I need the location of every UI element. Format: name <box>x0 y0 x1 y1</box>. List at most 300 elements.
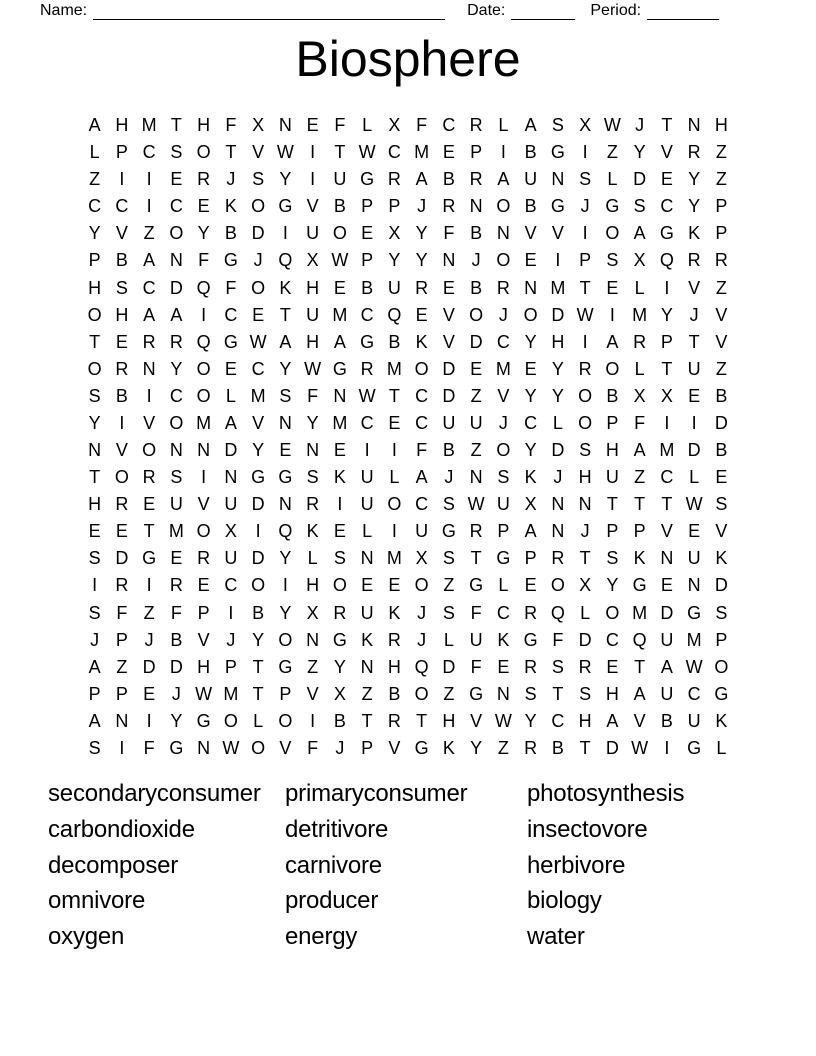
grid-letter: Z <box>143 223 155 244</box>
grid-letter: G <box>605 196 620 217</box>
grid-letter: U <box>306 304 320 325</box>
grid-letter: S <box>551 115 564 136</box>
grid-letter: E <box>170 169 183 190</box>
grid-letter: S <box>551 656 564 677</box>
grid-letter: V <box>715 304 728 325</box>
grid-letter: P <box>88 250 101 271</box>
grid-letter: Q <box>632 629 647 650</box>
period-blank-line[interactable] <box>647 4 719 20</box>
grid-letter: P <box>715 629 728 650</box>
grid-letter: K <box>633 548 646 569</box>
grid-letter: N <box>469 196 483 217</box>
wordsearch-grid <box>81 112 735 762</box>
word-item: herbivore <box>527 851 626 879</box>
grid-letter: Y <box>551 358 564 379</box>
grid-letter: I <box>391 521 397 542</box>
grid-letter: R <box>551 548 565 569</box>
grid-letter: Y <box>279 548 292 569</box>
word-list <box>48 776 768 955</box>
grid-letter: O <box>414 683 429 704</box>
grid-letter: O <box>278 629 293 650</box>
grid-letter: V <box>688 277 701 298</box>
grid-letter: S <box>579 169 592 190</box>
grid-letter: X <box>579 115 592 136</box>
grid-letter: W <box>249 331 267 352</box>
grid-letter: P <box>388 196 401 217</box>
grid-letter: K <box>333 467 346 488</box>
grid-letter: L <box>253 710 264 731</box>
grid-letter: X <box>579 575 592 596</box>
grid-letter: U <box>360 467 374 488</box>
grid-letter: M <box>250 385 266 406</box>
grid-letter: H <box>115 115 129 136</box>
grid-letter: R <box>524 602 538 623</box>
grid-letter: R <box>524 656 538 677</box>
grid-letter: Q <box>278 250 293 271</box>
grid-letter: L <box>443 629 454 650</box>
grid-letter: I <box>146 196 152 217</box>
grid-letter: T <box>89 331 101 352</box>
grid-letter: N <box>551 494 565 515</box>
grid-letter: Y <box>279 358 292 379</box>
grid-letter: O <box>496 196 511 217</box>
grid-letter: S <box>306 467 319 488</box>
date-blank-line[interactable] <box>511 4 575 20</box>
grid-letter: K <box>442 737 455 758</box>
grid-letter: B <box>524 142 537 163</box>
grid-letter: J <box>226 169 236 190</box>
grid-letter: E <box>524 358 537 379</box>
grid-letter: I <box>555 250 561 271</box>
grid-letter: A <box>606 710 619 731</box>
grid-letter: N <box>224 467 238 488</box>
grid-letter: O <box>714 656 729 677</box>
grid-letter: B <box>442 169 455 190</box>
grid-letter: C <box>496 331 510 352</box>
grid-letter: W <box>276 142 294 163</box>
grid-letter: G <box>496 548 511 569</box>
grid-letter: W <box>358 142 376 163</box>
grid-letter: V <box>715 331 728 352</box>
grid-letter: D <box>224 440 238 461</box>
grid-letter: K <box>361 629 374 650</box>
grid-letter: T <box>579 737 591 758</box>
grid-letter: Z <box>470 440 482 461</box>
grid-letter: V <box>660 142 673 163</box>
grid-letter: U <box>387 277 401 298</box>
grid-letter: Y <box>88 412 101 433</box>
name-blank-line[interactable] <box>93 4 445 20</box>
grid-letter: Z <box>443 575 455 596</box>
grid-letter: S <box>333 548 346 569</box>
grid-letter: J <box>335 737 345 758</box>
grid-letter: S <box>579 683 592 704</box>
grid-letter: C <box>496 602 510 623</box>
grid-letter: D <box>578 629 592 650</box>
grid-letter: I <box>282 223 288 244</box>
grid-letter: R <box>524 737 538 758</box>
grid-letter: T <box>634 656 646 677</box>
grid-letter: U <box>442 412 456 433</box>
grid-letter: M <box>632 602 648 623</box>
grid-letter: O <box>251 575 266 596</box>
grid-letter: G <box>714 683 729 704</box>
grid-letter: V <box>115 440 128 461</box>
grid-letter: T <box>143 521 155 542</box>
grid-letter: N <box>115 710 129 731</box>
grid-letter: V <box>442 331 455 352</box>
grid-letter: P <box>224 656 237 677</box>
grid-letter: B <box>333 196 346 217</box>
grid-letter: Y <box>252 629 265 650</box>
grid-letter: N <box>496 223 510 244</box>
grid-letter: X <box>224 521 237 542</box>
grid-letter: O <box>605 358 620 379</box>
grid-letter: A <box>633 223 646 244</box>
grid-letter: W <box>222 737 240 758</box>
grid-letter: J <box>171 683 181 704</box>
grid-letter: Z <box>116 656 128 677</box>
grid-letter: N <box>278 115 292 136</box>
grid-letter: J <box>498 304 508 325</box>
word-item: insectovore <box>527 815 648 843</box>
grid-letter: K <box>306 521 319 542</box>
grid-letter: C <box>442 115 456 136</box>
grid-letter: M <box>168 521 184 542</box>
grid-letter: F <box>416 115 428 136</box>
grid-letter: Q <box>196 331 211 352</box>
grid-letter: N <box>169 440 183 461</box>
grid-letter: U <box>687 358 701 379</box>
grid-letter: D <box>714 412 728 433</box>
grid-letter: U <box>660 629 674 650</box>
grid-letter: N <box>660 548 674 569</box>
grid-letter: Y <box>633 142 646 163</box>
grid-letter: V <box>306 196 319 217</box>
grid-letter: P <box>361 250 374 271</box>
grid-letter: B <box>333 710 346 731</box>
period-label: Period: <box>590 2 642 19</box>
grid-letter: E <box>442 277 455 298</box>
grid-letter: I <box>582 142 588 163</box>
grid-letter: Q <box>387 304 402 325</box>
grid-letter: L <box>634 277 645 298</box>
grid-letter: E <box>170 548 183 569</box>
grid-letter: U <box>660 683 674 704</box>
grid-letter: B <box>170 629 183 650</box>
grid-letter: F <box>116 602 128 623</box>
grid-letter: R <box>360 358 374 379</box>
grid-letter: Y <box>606 575 619 596</box>
grid-letter: L <box>498 115 509 136</box>
grid-letter: U <box>496 494 510 515</box>
grid-letter: S <box>606 250 619 271</box>
grid-letter: I <box>664 412 670 433</box>
grid-letter: A <box>415 169 428 190</box>
grid-letter: Q <box>278 521 293 542</box>
grid-letter: Y <box>415 250 428 271</box>
grid-letter: M <box>332 412 348 433</box>
grid-letter: B <box>715 440 728 461</box>
grid-letter: P <box>361 196 374 217</box>
grid-letter: J <box>417 629 427 650</box>
grid-letter: G <box>360 169 375 190</box>
grid-letter: E <box>279 440 292 461</box>
grid-letter: G <box>278 467 293 488</box>
word-item: biology <box>527 887 602 915</box>
grid-letter: M <box>659 440 675 461</box>
grid-letter: A <box>143 250 156 271</box>
grid-letter: M <box>414 142 430 163</box>
grid-letter: Q <box>659 250 674 271</box>
grid-letter: T <box>606 494 618 515</box>
grid-letter: X <box>306 250 319 271</box>
grid-letter: R <box>115 575 129 596</box>
grid-letter: V <box>279 737 292 758</box>
grid-letter: O <box>332 575 347 596</box>
grid-letter: C <box>415 385 429 406</box>
grid-letter: U <box>333 169 347 190</box>
grid-letter: J <box>144 629 154 650</box>
grid-letter: Z <box>361 683 373 704</box>
grid-letter: E <box>524 250 537 271</box>
grid-letter: Y <box>252 440 265 461</box>
grid-letter: B <box>224 223 237 244</box>
grid-letter: S <box>115 277 128 298</box>
grid-letter: E <box>361 223 374 244</box>
grid-letter: F <box>443 223 455 244</box>
word-list-column <box>527 776 768 955</box>
grid-letter: C <box>88 196 102 217</box>
grid-letter: H <box>115 304 129 325</box>
grid-letter: M <box>223 683 239 704</box>
grid-letter: N <box>142 358 156 379</box>
grid-letter: V <box>660 521 673 542</box>
grid-letter: Y <box>197 223 210 244</box>
word-list-column <box>48 776 285 955</box>
grid-letter: E <box>524 575 537 596</box>
grid-letter: D <box>251 494 265 515</box>
grid-letter: D <box>469 331 483 352</box>
grid-letter: D <box>169 277 183 298</box>
grid-letter: R <box>142 331 156 352</box>
grid-letter: P <box>115 629 128 650</box>
grid-letter: G <box>414 737 429 758</box>
grid-letter: Y <box>415 223 428 244</box>
grid-letter: M <box>141 115 157 136</box>
page-title: Biosphere <box>295 31 521 87</box>
grid-letter: C <box>660 467 674 488</box>
grid-letter: Y <box>688 169 701 190</box>
grid-letter: A <box>633 440 646 461</box>
grid-letter: P <box>633 521 646 542</box>
grid-letter: G <box>251 467 266 488</box>
grid-letter: P <box>197 602 210 623</box>
grid-letter: N <box>306 440 320 461</box>
grid-letter: F <box>470 656 482 677</box>
grid-letter: D <box>142 656 156 677</box>
grid-letter: H <box>306 575 320 596</box>
grid-letter: O <box>469 304 484 325</box>
grid-letter: I <box>201 304 207 325</box>
grid-letter: M <box>632 304 648 325</box>
grid-letter: I <box>119 169 125 190</box>
grid-letter: H <box>387 656 401 677</box>
grid-letter: F <box>198 250 210 271</box>
grid-letter: R <box>687 250 701 271</box>
grid-letter: G <box>278 196 293 217</box>
grid-letter: S <box>715 494 728 515</box>
grid-letter: H <box>605 440 619 461</box>
grid-letter: R <box>333 602 347 623</box>
grid-letter: S <box>633 196 646 217</box>
grid-letter: X <box>252 115 265 136</box>
grid-letter: F <box>225 115 237 136</box>
grid-letter: P <box>115 683 128 704</box>
grid-letter: A <box>170 304 183 325</box>
grid-letter: B <box>115 385 128 406</box>
grid-letter: L <box>89 142 100 163</box>
grid-letter: I <box>146 575 152 596</box>
grid-letter: Y <box>388 250 401 271</box>
grid-letter: B <box>388 683 401 704</box>
grid-letter: Q <box>414 656 429 677</box>
grid-letter: C <box>524 412 538 433</box>
grid-letter: D <box>442 358 456 379</box>
grid-letter: O <box>251 737 266 758</box>
grid-letter: Z <box>143 602 155 623</box>
grid-letter: C <box>387 142 401 163</box>
grid-letter: J <box>471 250 481 271</box>
grid-letter: B <box>524 196 537 217</box>
grid-letter: O <box>196 358 211 379</box>
grid-letter: O <box>196 521 211 542</box>
grid-letter: L <box>689 467 700 488</box>
grid-letter: F <box>143 737 155 758</box>
grid-letter: P <box>115 142 128 163</box>
grid-letter: U <box>360 494 374 515</box>
grid-letter: G <box>142 548 157 569</box>
grid-letter: N <box>306 629 320 650</box>
grid-letter: S <box>606 548 619 569</box>
grid-letter: P <box>88 683 101 704</box>
grid-letter: T <box>579 277 591 298</box>
grid-letter: B <box>442 440 455 461</box>
grid-letter: M <box>686 629 702 650</box>
grid-letter: U <box>415 521 429 542</box>
grid-letter: I <box>228 602 234 623</box>
grid-letter: Y <box>524 710 537 731</box>
grid-letter: I <box>582 223 588 244</box>
grid-letter: V <box>442 304 455 325</box>
grid-letter: U <box>306 223 320 244</box>
grid-letter: O <box>169 412 184 433</box>
grid-letter: U <box>687 710 701 731</box>
grid-letter: I <box>582 331 588 352</box>
grid-letter: F <box>470 602 482 623</box>
grid-letter: D <box>687 440 701 461</box>
grid-letter: M <box>386 548 402 569</box>
grid-letter: H <box>605 683 619 704</box>
grid-letter: O <box>414 358 429 379</box>
grid-letter: M <box>386 358 402 379</box>
grid-letter: D <box>551 440 565 461</box>
grid-letter: B <box>660 710 673 731</box>
grid-letter: H <box>306 331 320 352</box>
grid-letter: G <box>687 602 702 623</box>
grid-letter: S <box>279 385 292 406</box>
grid-letter: H <box>88 277 102 298</box>
grid-letter: I <box>255 521 261 542</box>
grid-letter: X <box>660 385 673 406</box>
grid-letter: V <box>388 737 401 758</box>
grid-letter: R <box>469 521 483 542</box>
grid-letter: C <box>605 629 619 650</box>
grid-letter: T <box>225 142 237 163</box>
grid-letter: E <box>333 277 346 298</box>
name-label: Name: <box>40 2 88 19</box>
grid-letter: A <box>633 683 646 704</box>
grid-letter: B <box>715 385 728 406</box>
grid-letter: P <box>524 548 537 569</box>
grid-letter: Y <box>551 385 564 406</box>
grid-letter: N <box>169 250 183 271</box>
grid-letter: E <box>606 277 619 298</box>
grid-letter: G <box>332 358 347 379</box>
grid-letter: Z <box>715 169 727 190</box>
grid-letter: C <box>224 304 238 325</box>
grid-letter: U <box>224 548 238 569</box>
grid-letter: L <box>362 115 373 136</box>
grid-letter: E <box>470 358 483 379</box>
grid-letter: X <box>388 115 401 136</box>
grid-letter: W <box>304 358 322 379</box>
grid-letter: I <box>337 494 343 515</box>
grid-letter: E <box>388 412 401 433</box>
grid-letter: U <box>469 629 483 650</box>
grid-letter: J <box>90 629 100 650</box>
word-item: primaryconsumer <box>285 780 468 807</box>
grid-letter: S <box>88 602 101 623</box>
grid-letter: N <box>578 494 592 515</box>
grid-letter: V <box>252 412 265 433</box>
grid-letter: E <box>306 115 319 136</box>
grid-letter: N <box>442 250 456 271</box>
grid-letter: W <box>685 494 703 515</box>
grid-letter: T <box>661 494 673 515</box>
grid-letter: R <box>197 548 211 569</box>
grid-letter: E <box>388 575 401 596</box>
grid-letter: Y <box>660 304 673 325</box>
grid-letter: J <box>226 629 236 650</box>
grid-letter: E <box>333 440 346 461</box>
grid-letter: A <box>660 656 673 677</box>
grid-letter: E <box>715 467 728 488</box>
grid-letter: J <box>444 467 454 488</box>
word-item: detritivore <box>285 815 389 843</box>
grid-letter: O <box>278 710 293 731</box>
grid-letter: E <box>115 521 128 542</box>
grid-letter: S <box>252 169 265 190</box>
grid-letter: C <box>142 142 156 163</box>
grid-letter: Z <box>497 737 509 758</box>
grid-letter: X <box>524 494 537 515</box>
grid-letter: C <box>660 196 674 217</box>
grid-letter: W <box>195 683 213 704</box>
grid-letter: G <box>550 196 565 217</box>
grid-letter: E <box>688 521 701 542</box>
grid-letter: C <box>551 710 565 731</box>
